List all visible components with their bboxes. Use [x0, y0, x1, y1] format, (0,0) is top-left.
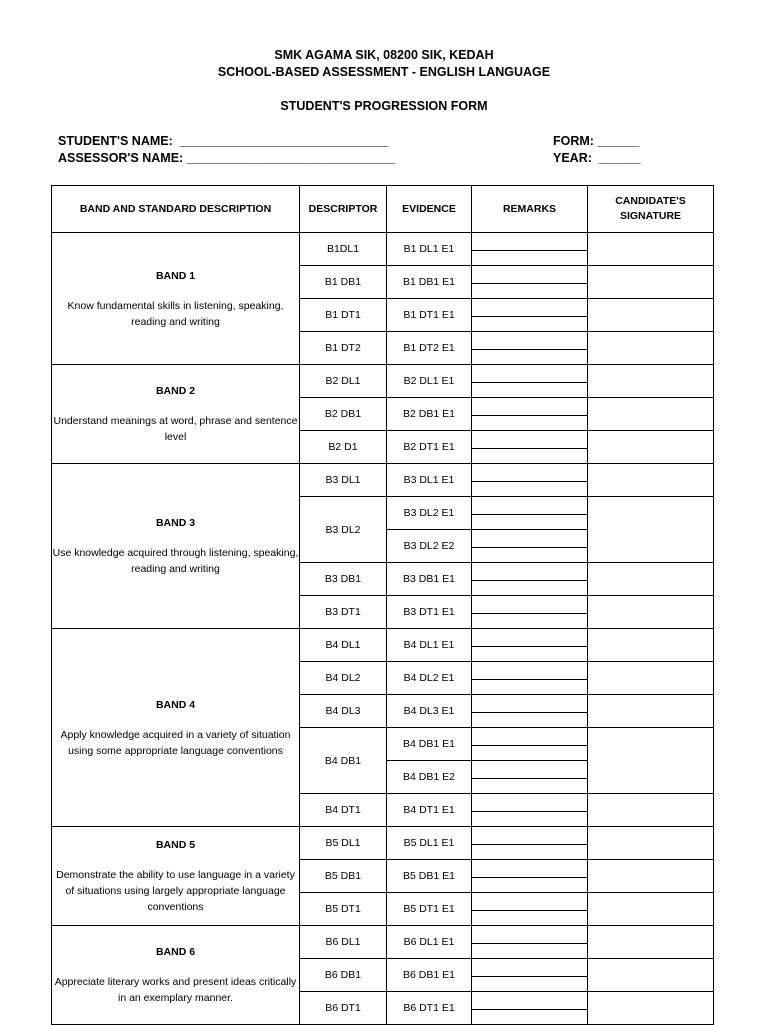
descriptor-cell: B4 DL1: [300, 629, 387, 662]
student-name-field[interactable]: STUDENT'S NAME: ______________________________: [58, 134, 389, 148]
assessor-name-field[interactable]: ASSESSOR'S NAME: ______________________________: [58, 151, 396, 165]
band-description-cell: [52, 827, 300, 926]
remarks-cell[interactable]: [472, 431, 588, 464]
table-row: [52, 365, 714, 398]
signature-cell[interactable]: [588, 233, 714, 266]
remarks-line: [472, 283, 587, 284]
band-description: Demonstrate the ability to use language in a variety of situations using largely appropriate language conventions: [56, 869, 295, 913]
remarks-line: [472, 1009, 587, 1010]
remarks-line: [472, 415, 587, 416]
evidence-cell: B3 DL2 E2: [387, 530, 472, 563]
remarks-line: [472, 910, 587, 911]
header-candidate-signature: CANDIDATE'S SIGNATURE: [588, 186, 714, 233]
evidence-cell: B4 DL1 E1: [387, 629, 472, 662]
descriptor-cell: B2 DL1: [300, 365, 387, 398]
band-group: [52, 233, 714, 365]
band-description-cell: [52, 464, 300, 629]
signature-cell[interactable]: [588, 629, 714, 662]
remarks-cell[interactable]: [472, 563, 588, 596]
remarks-line: [472, 844, 587, 845]
remarks-cell[interactable]: [472, 266, 588, 299]
remarks-line: [472, 316, 587, 317]
signature-cell[interactable]: [588, 926, 714, 959]
remarks-cell[interactable]: [472, 497, 588, 530]
band-description-cell: [52, 233, 300, 365]
band-title: BAND 4: [155, 698, 196, 711]
header-band-description: BAND AND STANDARD DESCRIPTION: [52, 186, 300, 233]
remarks-cell[interactable]: [472, 728, 588, 761]
remarks-line: [472, 547, 587, 548]
evidence-cell: B4 DB1 E1: [387, 728, 472, 761]
remarks-cell[interactable]: [472, 992, 588, 1025]
remarks-cell[interactable]: [472, 959, 588, 992]
evidence-cell: B1 DT1 E1: [387, 299, 472, 332]
band-description: Know fundamental skills in listening, speaking, reading and writing: [67, 299, 284, 328]
evidence-cell: B6 DL1 E1: [387, 926, 472, 959]
descriptor-cell: B4 DL2: [300, 662, 387, 695]
remarks-cell[interactable]: [472, 794, 588, 827]
school-name: SMK AGAMA SIK, 08200 SIK, KEDAH: [274, 48, 494, 62]
descriptor-cell: B2 D1: [300, 431, 387, 464]
band-title: BAND 3: [155, 517, 196, 529]
table-row: [52, 926, 714, 959]
band-group: [52, 464, 714, 629]
signature-cell[interactable]: [588, 431, 714, 464]
descriptor-cell: B1 DB1: [300, 266, 387, 299]
evidence-cell: B3 DL1 E1: [387, 464, 472, 497]
header-descriptor: DESCRIPTOR: [300, 186, 387, 233]
year-field[interactable]: YEAR: ______: [553, 151, 641, 165]
signature-cell[interactable]: [588, 266, 714, 299]
band-title: BAND 1: [155, 269, 196, 282]
descriptor-cell: B4 DT1: [300, 794, 387, 827]
band-description: Appreciate literary works and present ideas critically in an exemplary manner.: [54, 976, 297, 1004]
remarks-line: [472, 580, 587, 581]
remarks-line: [472, 778, 587, 779]
evidence-cell: B6 DB1 E1: [387, 959, 472, 992]
band-group: [52, 926, 714, 1025]
remarks-cell[interactable]: [472, 464, 588, 497]
descriptor-cell: B1 DT2: [300, 332, 387, 365]
evidence-cell: B5 DL1 E1: [387, 827, 472, 860]
signature-cell[interactable]: [588, 596, 714, 629]
evidence-cell: B4 DT1 E1: [387, 794, 472, 827]
signature-cell[interactable]: [588, 662, 714, 695]
assessment-title: SCHOOL-BASED ASSESSMENT - ENGLISH LANGUAGE: [217, 65, 551, 79]
remarks-line: [472, 514, 587, 515]
remarks-cell[interactable]: [472, 662, 588, 695]
evidence-cell: B5 DT1 E1: [387, 893, 472, 926]
remarks-cell[interactable]: [472, 629, 588, 662]
band-description-cell: [52, 629, 300, 827]
signature-cell[interactable]: [588, 398, 714, 431]
remarks-line: [472, 646, 587, 647]
remarks-line: [472, 448, 587, 449]
remarks-cell[interactable]: [472, 926, 588, 959]
table-row: [52, 629, 714, 662]
descriptor-cell: B1 DT1: [300, 299, 387, 332]
remarks-line: [472, 877, 587, 878]
band-description-cell: [52, 365, 300, 464]
signature-cell[interactable]: [588, 959, 714, 992]
band-description: Apply knowledge acquired in a variety of situation using some appropriate language conventions: [60, 728, 291, 757]
evidence-cell: B1 DB1 E1: [387, 266, 472, 299]
evidence-cell: B1 DL1 E1: [387, 233, 472, 266]
band-title: BAND 2: [155, 385, 196, 397]
evidence-cell: B3 DB1 E1: [387, 563, 472, 596]
signature-cell[interactable]: [588, 299, 714, 332]
evidence-cell: B1 DT2 E1: [387, 332, 472, 365]
evidence-cell: B3 DT1 E1: [387, 596, 472, 629]
progression-table: [51, 185, 714, 1025]
evidence-cell: B3 DL2 E1: [387, 497, 472, 530]
evidence-cell: B4 DB1 E2: [387, 761, 472, 794]
table-row: [52, 827, 714, 860]
descriptor-cell: B5 DB1: [300, 860, 387, 893]
header-remarks: REMARKS: [472, 186, 588, 233]
signature-cell[interactable]: [588, 563, 714, 596]
remarks-cell[interactable]: [472, 299, 588, 332]
evidence-cell: B2 DT1 E1: [387, 431, 472, 464]
form-field[interactable]: FORM: ______: [553, 134, 640, 148]
remarks-line: [472, 679, 587, 680]
band-title: BAND 5: [155, 839, 196, 851]
descriptor-cell: B1DL1: [300, 233, 387, 266]
band-description: Understand meanings at word, phrase and sentence level: [53, 415, 298, 443]
signature-cell[interactable]: [588, 497, 714, 563]
descriptor-cell: B6 DB1: [300, 959, 387, 992]
remarks-cell[interactable]: [472, 398, 588, 431]
table-header-row: [52, 186, 714, 233]
remarks-cell[interactable]: [472, 893, 588, 926]
header-evidence: EVIDENCE: [387, 186, 472, 233]
descriptor-cell: B5 DT1: [300, 893, 387, 926]
table-row: [52, 464, 714, 497]
descriptor-cell: B6 DL1: [300, 926, 387, 959]
signature-cell[interactable]: [588, 860, 714, 893]
band-group: [52, 629, 714, 827]
remarks-line: [472, 250, 587, 251]
descriptor-cell: B2 DB1: [300, 398, 387, 431]
evidence-cell: B5 DB1 E1: [387, 860, 472, 893]
band-description: Use knowledge acquired through listening, speaking, reading and writing: [52, 547, 299, 575]
remarks-line: [472, 811, 587, 812]
descriptor-cell: B3 DL1: [300, 464, 387, 497]
table-row: [52, 233, 714, 266]
band-description-cell: [52, 926, 300, 1025]
evidence-cell: B2 DL1 E1: [387, 365, 472, 398]
signature-cell[interactable]: [588, 464, 714, 497]
form-title: STUDENT'S PROGRESSION FORM: [280, 99, 488, 113]
signature-cell[interactable]: [588, 893, 714, 926]
signature-cell[interactable]: [588, 695, 714, 728]
evidence-cell: B4 DL3 E1: [387, 695, 472, 728]
remarks-line: [472, 976, 587, 977]
remarks-cell[interactable]: [472, 827, 588, 860]
remarks-line: [472, 745, 587, 746]
remarks-cell[interactable]: [472, 761, 588, 794]
remarks-cell[interactable]: [472, 365, 588, 398]
descriptor-cell: B3 DT1: [300, 596, 387, 629]
descriptor-cell: B3 DL2: [300, 497, 387, 563]
signature-cell[interactable]: [588, 728, 714, 794]
remarks-cell[interactable]: [472, 530, 588, 563]
descriptor-cell: B4 DL3: [300, 695, 387, 728]
remarks-line: [472, 943, 587, 944]
signature-cell[interactable]: [588, 827, 714, 860]
signature-cell[interactable]: [588, 992, 714, 1025]
evidence-cell: B6 DT1 E1: [387, 992, 472, 1025]
remarks-line: [472, 613, 587, 614]
remarks-cell[interactable]: [472, 695, 588, 728]
remarks-cell[interactable]: [472, 860, 588, 893]
evidence-cell: B4 DL2 E1: [387, 662, 472, 695]
descriptor-cell: B6 DT1: [300, 992, 387, 1025]
evidence-cell: B2 DB1 E1: [387, 398, 472, 431]
band-group: [52, 827, 714, 926]
remarks-line: [472, 481, 587, 482]
remarks-cell[interactable]: [472, 332, 588, 365]
remarks-cell[interactable]: [472, 596, 588, 629]
remarks-line: [472, 382, 587, 383]
band-group: [52, 365, 714, 464]
signature-cell[interactable]: [588, 332, 714, 365]
remarks-line: [472, 349, 587, 350]
descriptor-cell: B5 DL1: [300, 827, 387, 860]
descriptor-cell: B4 DB1: [300, 728, 387, 794]
descriptor-cell: B3 DB1: [300, 563, 387, 596]
remarks-cell[interactable]: [472, 233, 588, 266]
band-title: BAND 6: [155, 946, 196, 958]
remarks-line: [472, 712, 587, 713]
signature-cell[interactable]: [588, 365, 714, 398]
signature-cell[interactable]: [588, 794, 714, 827]
